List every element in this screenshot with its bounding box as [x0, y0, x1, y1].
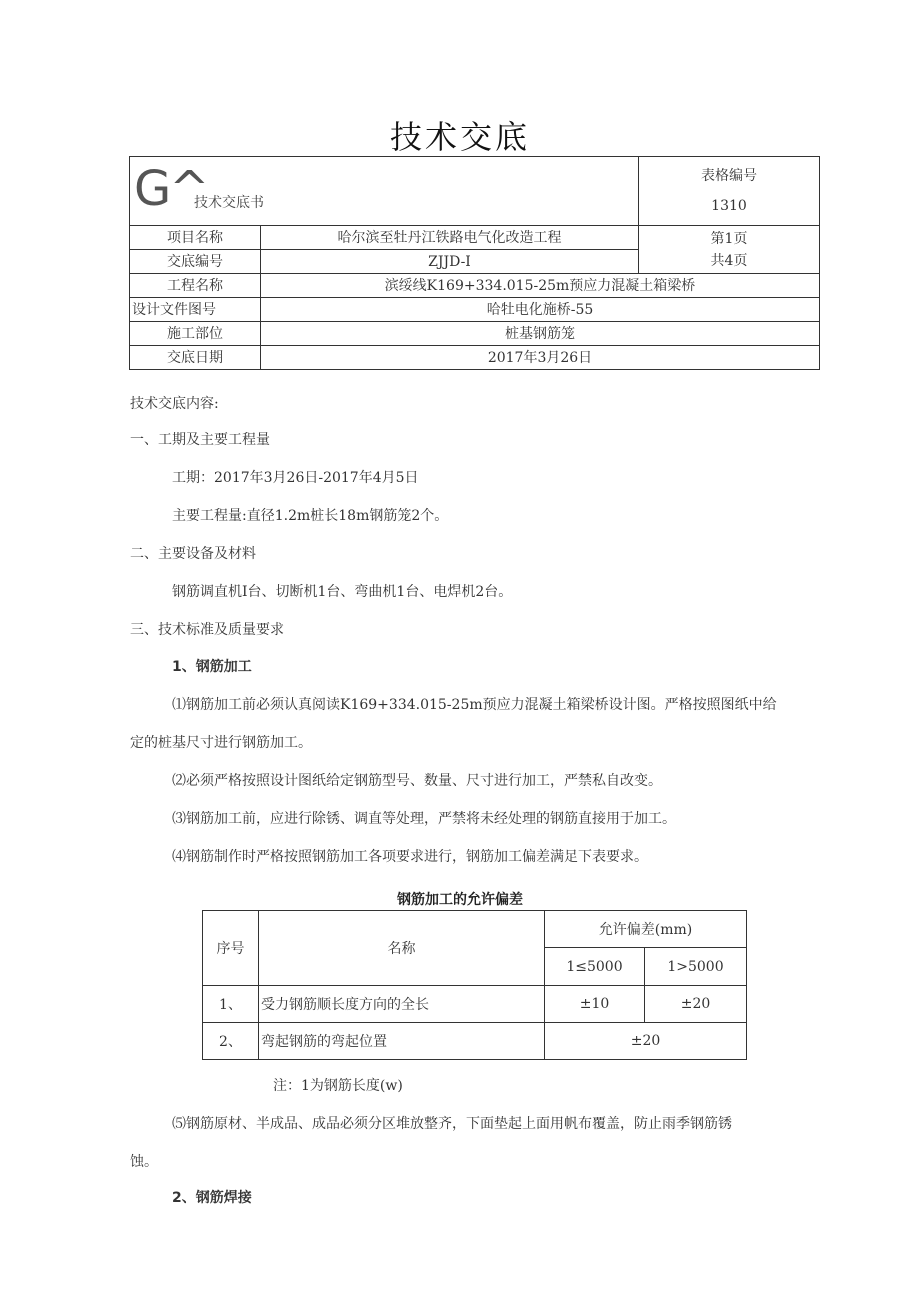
- table-row: [203, 986, 747, 1023]
- col-tolerance-header: 允许偏差(mm): [545, 911, 747, 948]
- part-value: 桩基钢筋笼: [261, 322, 820, 346]
- document-title: 技术交底: [389, 118, 530, 156]
- deviation-table: [202, 910, 747, 1060]
- s1-period: 工期：2017年3月26日-2017年4月5日: [172, 470, 419, 486]
- logo-cell: [130, 157, 639, 226]
- p2-text: ⑵必须严格按照设计图纸给定钢筋型号、数量、尺寸进行加工，严禁私自改变。: [172, 773, 662, 789]
- page-current: 第1页: [710, 230, 748, 247]
- form-no-label: 表格编号: [701, 168, 757, 184]
- book-name: 技术交底书: [194, 195, 264, 211]
- p1-line2: 定的桩基尺寸进行钢筋加工。: [130, 735, 312, 751]
- part-label: 施工部位: [130, 322, 261, 346]
- row-no: 1、: [203, 986, 259, 1023]
- s2-equipment: 钢筋调直机I台、切断机1台、弯曲机1台、电焊机2台。: [172, 584, 513, 600]
- row-gt: ±20: [645, 986, 747, 1023]
- p5-line2: 蚀。: [130, 1154, 158, 1170]
- section-3-title: 三、技术标准及质量要求: [130, 622, 284, 638]
- doc-no-value: ZJJD-I: [261, 250, 639, 274]
- date-label: 交底日期: [130, 346, 261, 370]
- page-cell: [639, 226, 820, 274]
- p3-text: ⑶钢筋加工前，应进行除锈、调直等处理，严禁将未经处理的钢筋直接用于加工。: [172, 811, 676, 827]
- row-name: 弯起钢筋的弯起位置: [259, 1023, 545, 1060]
- p4-text: ⑷钢筋制作时严格按照钢筋加工各项要求进行，钢筋加工偏差满足下表要求。: [172, 849, 648, 865]
- table-caption: 钢筋加工的允许偏差: [397, 892, 523, 908]
- doc-no-label: 交底编号: [130, 250, 261, 274]
- s1-quantity: 主要工程量:直径1.2m桩长18m钢筋笼2个。: [172, 508, 449, 524]
- date-value: 2017年3月26日: [261, 346, 820, 370]
- col-no-header: 序号: [203, 911, 259, 986]
- table-row: [203, 1023, 747, 1060]
- p1-line1: ⑴钢筋加工前必须认真阅读K169+334.015-25m预应力混凝土箱梁桥设计图。严格按照图纸中给: [172, 697, 777, 713]
- design-value: 哈牡电化施桥-55: [261, 298, 820, 322]
- subsection-2-title: 2、钢筋焊接: [172, 1190, 252, 1206]
- col-gt-header: 1>5000: [645, 948, 747, 986]
- table-note: 注：1为钢筋长度(w): [273, 1078, 403, 1094]
- form-no-cell: [639, 157, 820, 226]
- row-name: 受力钢筋顺长度方向的全长: [259, 986, 545, 1023]
- company-logo: G^: [134, 161, 208, 217]
- form-no-value: 1310: [711, 198, 747, 214]
- section-2-title: 二、主要设备及材料: [130, 546, 256, 562]
- row-all: ±20: [545, 1023, 747, 1060]
- intro-text: 技术交底内容:: [130, 396, 219, 412]
- col-name-header: 名称: [259, 911, 545, 986]
- project-label: 项目名称: [130, 226, 261, 250]
- page-total: 共4页: [710, 252, 748, 269]
- p5-line1: ⑸钢筋原材、半成品、成品必须分区堆放整齐，下面垫起上面用帆布覆盖，防止雨季钢筋锈: [172, 1116, 732, 1132]
- section-1-title: 一、工期及主要工程量: [130, 432, 270, 448]
- work-value: 滨绥线K169+334.015-25m预应力混凝土箱梁桥: [261, 274, 820, 298]
- subsection-1-title: 1、钢筋加工: [172, 659, 252, 675]
- header-table: [129, 156, 820, 370]
- project-value: 哈尔滨至牡丹江铁路电气化改造工程: [261, 226, 639, 250]
- row-no: 2、: [203, 1023, 259, 1060]
- row-le: ±10: [545, 986, 645, 1023]
- work-label: 工程名称: [130, 274, 261, 298]
- design-label: 设计文件图号: [130, 298, 261, 322]
- col-le-header: 1≤5000: [545, 948, 645, 986]
